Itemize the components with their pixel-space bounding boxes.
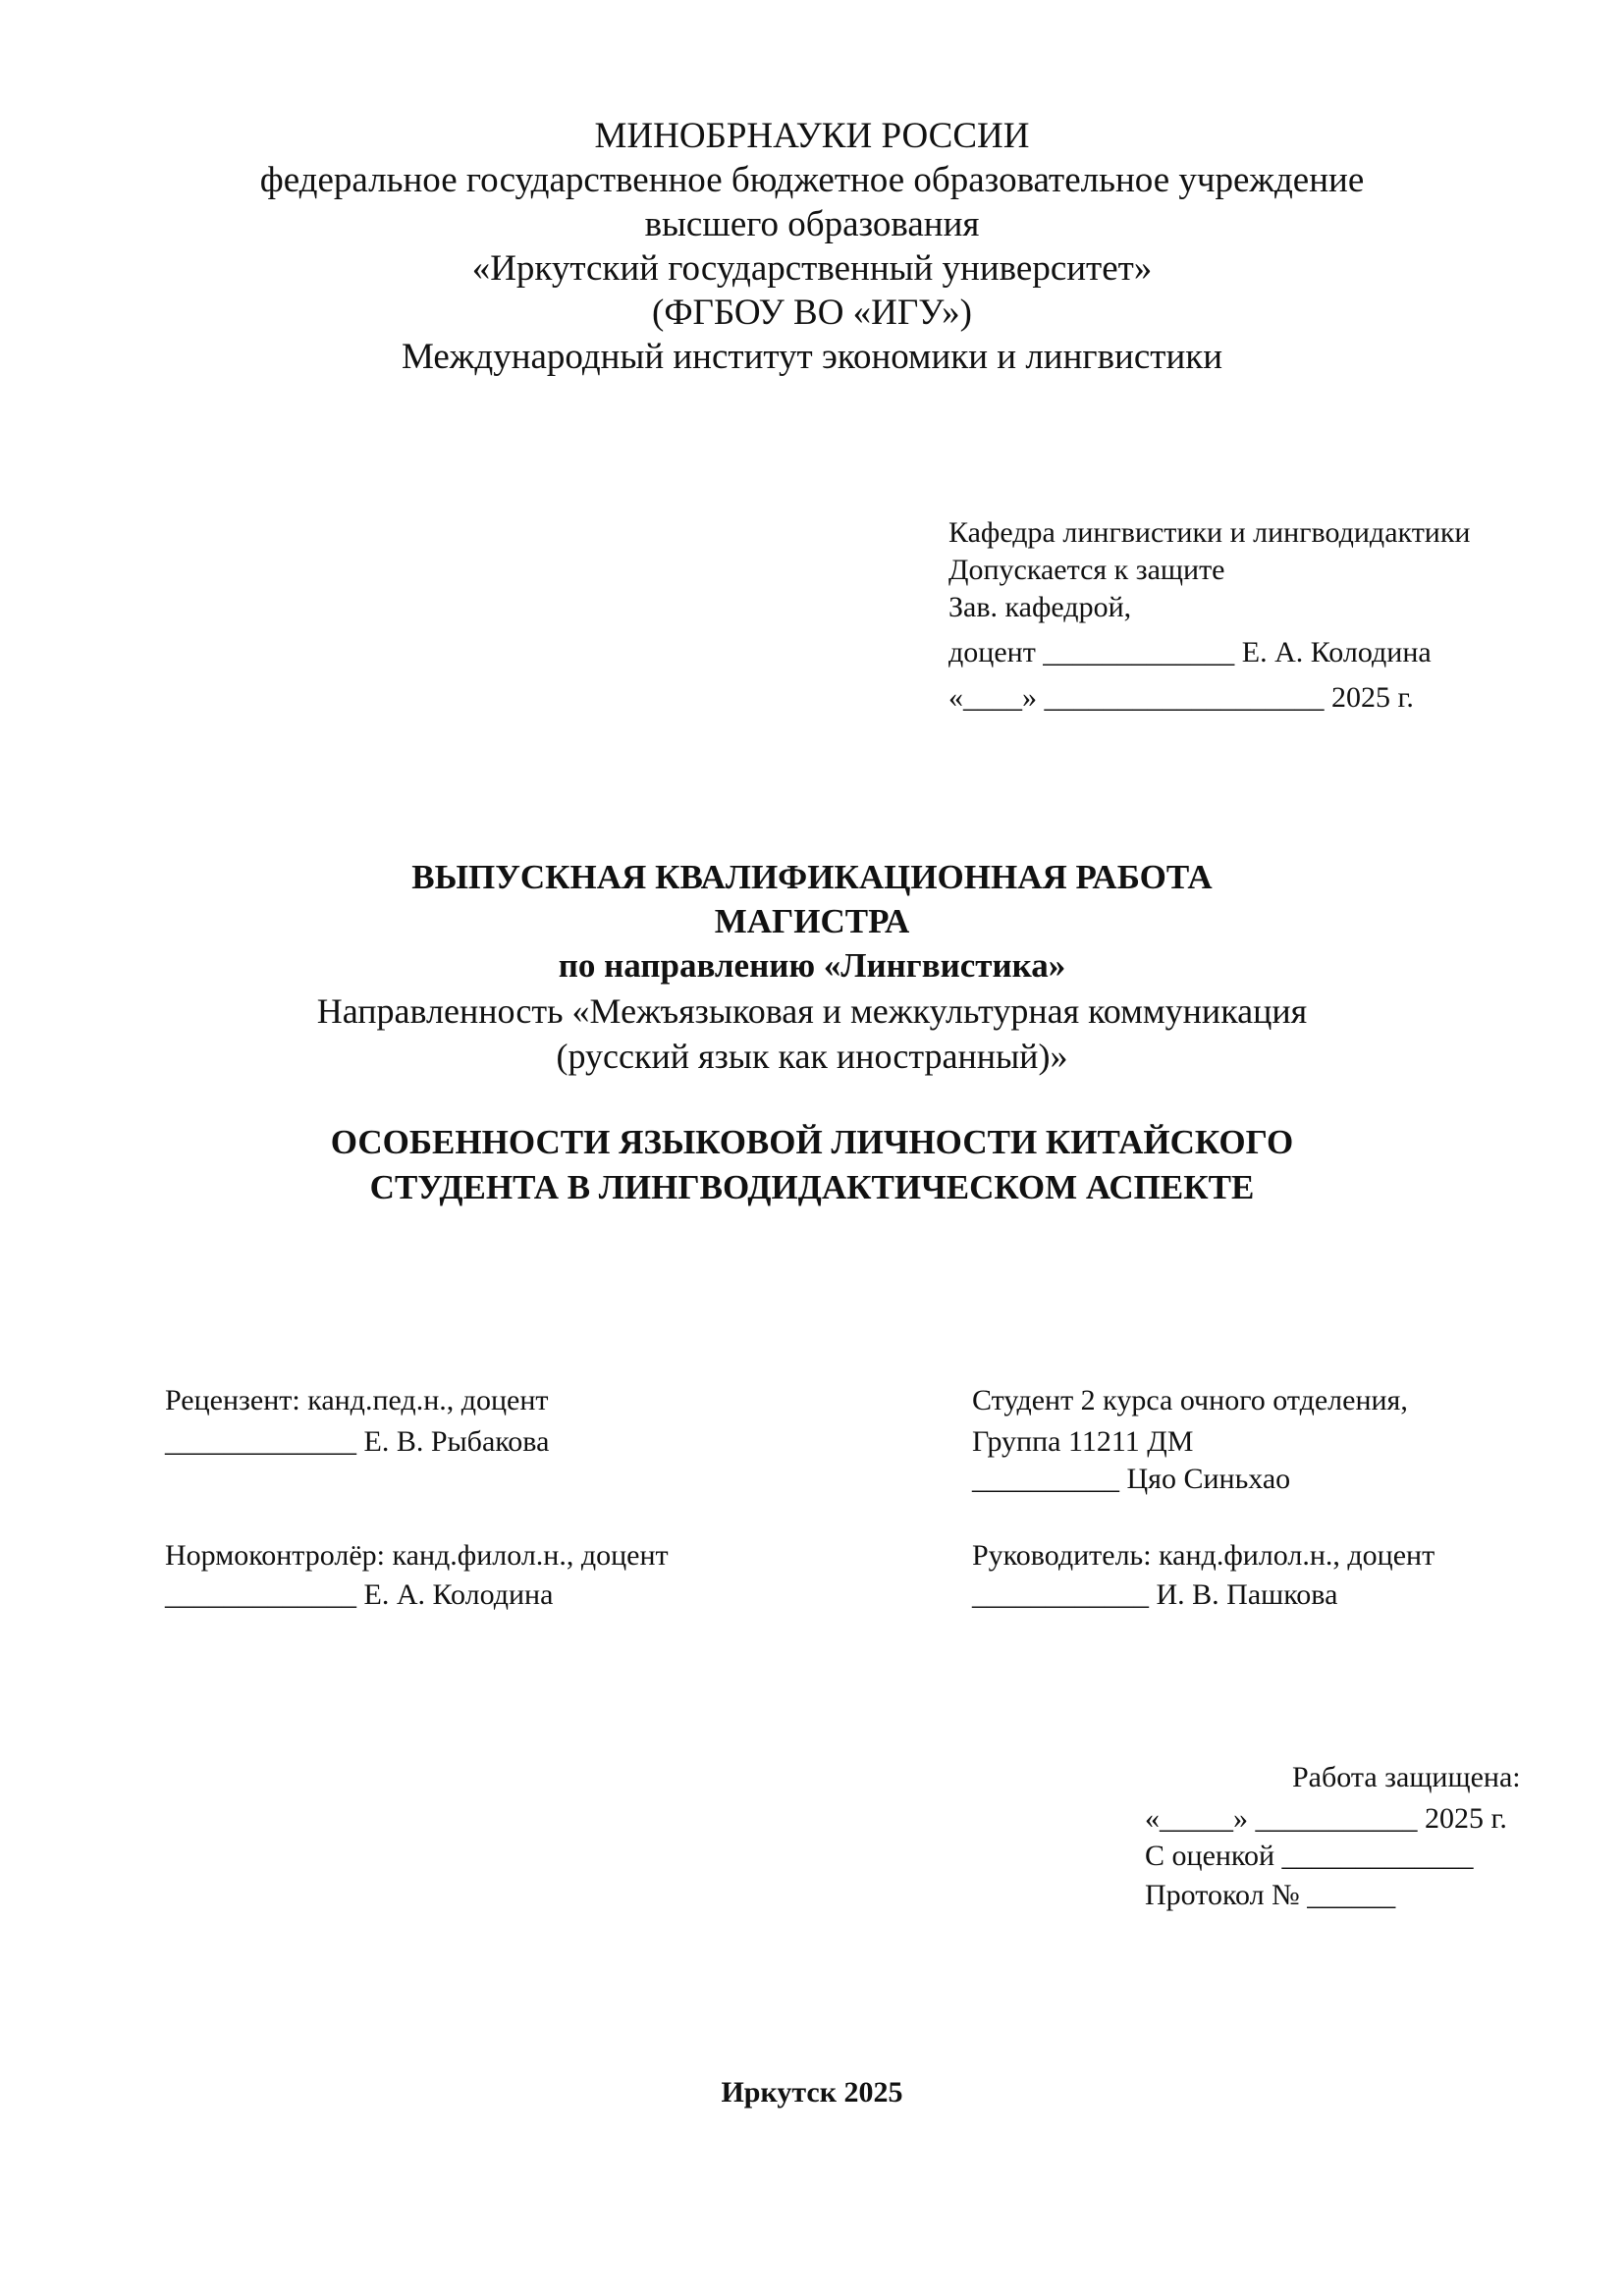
- education-level-line: высшего образования: [644, 204, 980, 244]
- profile-line-1: Направленность «Межъязыковая и межкультурная коммуникация: [316, 991, 1308, 1031]
- norm-controller-signature: _____________ Е. А. Колодина: [165, 1578, 554, 1611]
- reviewer-signature: _____________ Е. В. Рыбакова: [165, 1425, 550, 1458]
- institute-line: Международный институт экономики и лингвистики: [401, 337, 1223, 377]
- head-line: Зав. кафедрой,: [948, 591, 1132, 623]
- city-year: Иркутск 2025: [721, 2076, 903, 2109]
- profile-line-2: (русский язык как иностранный)»: [556, 1037, 1068, 1076]
- student-course: Студент 2 курса очного отделения,: [972, 1384, 1408, 1416]
- student-signature: __________ Цяо Синьхао: [972, 1463, 1291, 1495]
- protocol-line: Протокол № ______: [1145, 1879, 1396, 1911]
- thesis-title-line-2: СТУДЕНТА В ЛИНГВОДИДАКТИЧЕСКОМ АСПЕКТЕ: [369, 1168, 1255, 1206]
- institution-type-line: федеральное государственное бюджетное образовательное учреждение: [259, 160, 1365, 200]
- student-group: Группа 11211 ДМ: [972, 1425, 1194, 1458]
- norm-controller-role: Нормоконтролёр: канд.филол.н., доцент: [165, 1539, 669, 1572]
- grade-line: С оценкой _____________: [1145, 1840, 1474, 1872]
- approval-date-line: «____» ___________________ 2025 г.: [948, 681, 1414, 714]
- supervisor-signature: ____________ И. В. Пашкова: [972, 1578, 1338, 1611]
- thesis-title-line-1: ОСОБЕННОСТИ ЯЗЫКОВОЙ ЛИЧНОСТИ КИТАЙСКОГО: [330, 1123, 1294, 1161]
- department-line: Кафедра лингвистики и лингводидактики: [948, 516, 1471, 549]
- head-signature-line: доцент _____________ Е. А. Колодина: [948, 636, 1432, 668]
- direction-line: по направлению «Лингвистика»: [558, 946, 1066, 985]
- ministry-line: МИНОБРНАУКИ РОССИИ: [594, 116, 1030, 156]
- reviewer-role: Рецензент: канд.пед.н., доцент: [165, 1384, 549, 1416]
- defended-label: Работа защищена:: [1292, 1761, 1521, 1793]
- university-abbr-line: (ФГБОУ ВО «ИГУ»): [652, 293, 972, 333]
- defense-date: «_____» ___________ 2025 г.: [1145, 1802, 1507, 1835]
- university-line: «Иркутский государственный университет»: [471, 248, 1153, 289]
- work-type-line-1: ВЫПУСКНАЯ КВАЛИФИКАЦИОННАЯ РАБОТА: [411, 858, 1213, 896]
- admitted-line: Допускается к защите: [948, 554, 1225, 586]
- work-type-line-2: МАГИСТРА: [714, 902, 910, 940]
- supervisor-role: Руководитель: канд.филол.н., доцент: [972, 1539, 1435, 1572]
